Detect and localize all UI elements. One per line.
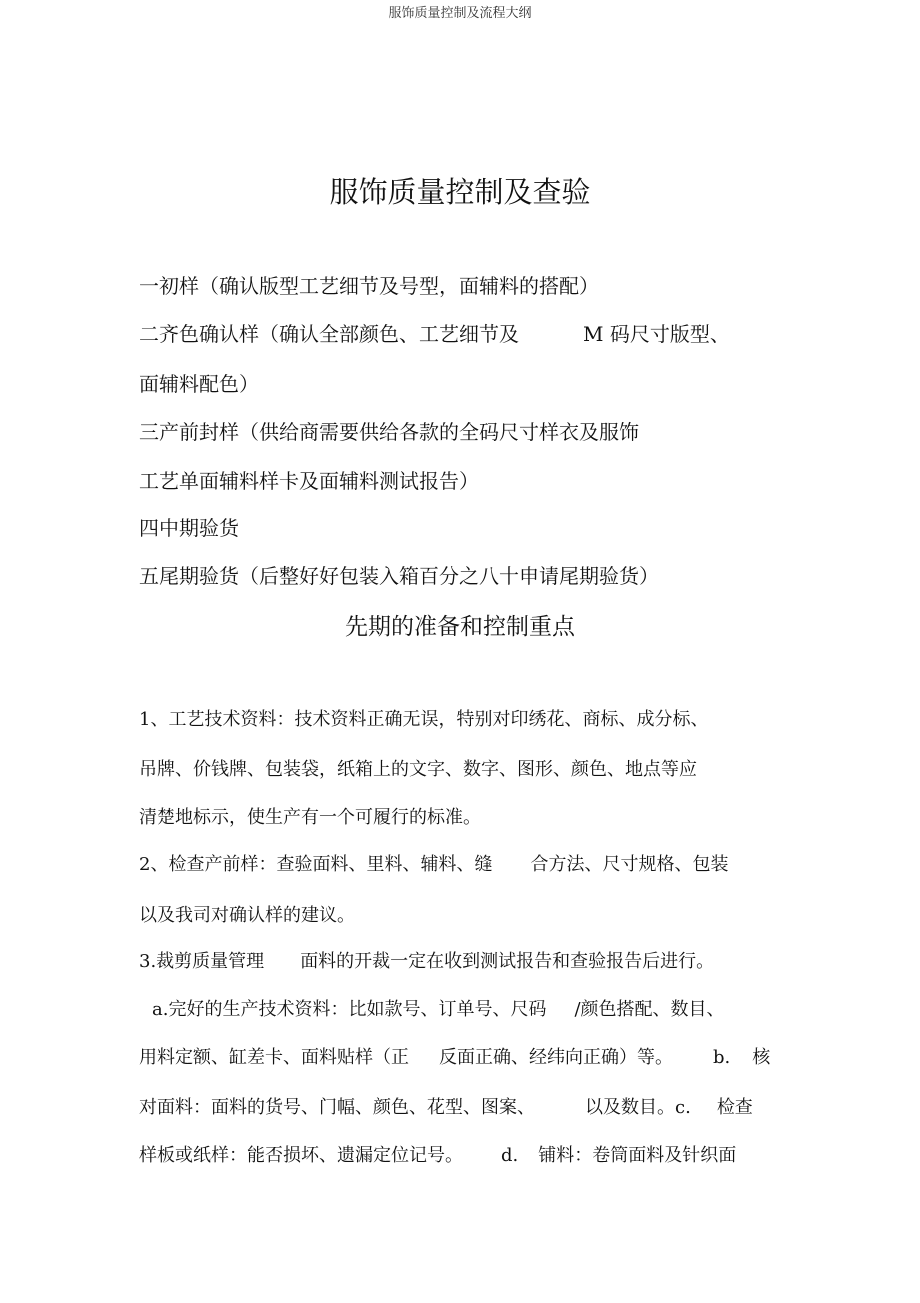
stage-line-6: 四中期验货 bbox=[139, 516, 239, 540]
stage-line-4: 三产前封样（供给商需要供给各款的全码尺寸样衣及服饰 bbox=[139, 420, 639, 444]
item-3a-line-1 bbox=[152, 995, 725, 1021]
item-3b-line-2 bbox=[139, 1093, 753, 1119]
page-header: 服饰质量控制及流程大纲 bbox=[388, 6, 532, 21]
item-3d-text: 铺料：卷筒面料及针织面 bbox=[538, 1145, 737, 1166]
item-3b-text-a: 核 bbox=[752, 1047, 771, 1068]
item-3c-text-b: 样板或纸样：能否损坏、遗漏定位记号。 bbox=[139, 1145, 463, 1166]
item-1-line-1: 1、工艺技术资料：技术资料正确无误，特别对印绣花、商标、成分标、 bbox=[139, 709, 709, 730]
item-3-text: 面料的开裁一定在收到测试报告和查验报告后进行。 bbox=[300, 951, 715, 972]
item-2-text-a: 2、检查产前样：查验面料、里料、辅料、缝 bbox=[139, 854, 493, 875]
stage-line-2 bbox=[139, 318, 730, 347]
item-2-line-2: 以及我司对确认样的建议。 bbox=[139, 905, 355, 926]
stage-line-1: 一初样（确认版型工艺细节及号型，面辅料的搭配） bbox=[139, 274, 599, 298]
item-3a-line-2 bbox=[139, 1043, 770, 1069]
item-3b-marker: b. bbox=[713, 1047, 731, 1068]
stage-line-7: 五尾期验货（后整好好包装入箱百分之八十申请尾期验货） bbox=[139, 564, 659, 588]
item-1-line-2: 吊牌、价钱牌、包装袋，纸箱上的文字、数字、图形、颜色、地点等应 bbox=[139, 759, 697, 780]
stage-line-3: 面辅料配色） bbox=[139, 372, 259, 396]
document-title: 服饰质量控制及查验 bbox=[329, 175, 591, 209]
stage-line-2-size: M 码尺寸版型、 bbox=[583, 322, 730, 346]
item-3a-text-a: a.完好的生产技术资料：比如款号、订单号、尺码 bbox=[152, 999, 547, 1020]
stage-line-2-text: 二齐色确认样（确认全部颜色、工艺细节及 bbox=[139, 322, 519, 346]
item-3a-text-b: /颜色搭配、数目、 bbox=[574, 999, 725, 1020]
item-3-line-1 bbox=[139, 947, 714, 973]
item-3a-text-c: 用料定额、缸差卡、面料贴样（正 bbox=[139, 1047, 409, 1068]
item-2-line-1 bbox=[139, 850, 728, 876]
item-1-line-3: 清楚地标示，使生产有一个可履行的标准。 bbox=[139, 807, 481, 828]
item-2-text-b: 合方法、尺寸规格、包装 bbox=[530, 854, 729, 875]
item-3a-text-d: 反面正确、经纬向正确）等。 bbox=[439, 1047, 673, 1068]
item-3c-line-2 bbox=[139, 1141, 736, 1167]
item-3c-marker: 以及数目。c. bbox=[585, 1097, 691, 1118]
item-3-heading: 3.裁剪质量管理 bbox=[139, 951, 265, 972]
item-3d-marker: d. bbox=[501, 1145, 519, 1166]
item-3c-text-a: 检查 bbox=[716, 1097, 753, 1118]
stage-line-5: 工艺单面辅料样卡及面辅料测试报告） bbox=[139, 469, 479, 493]
section-title: 先期的准备和控制重点 bbox=[345, 614, 575, 640]
item-3b-text-b: 对面料：面料的货号、门幅、颜色、花型、图案、 bbox=[139, 1097, 535, 1118]
